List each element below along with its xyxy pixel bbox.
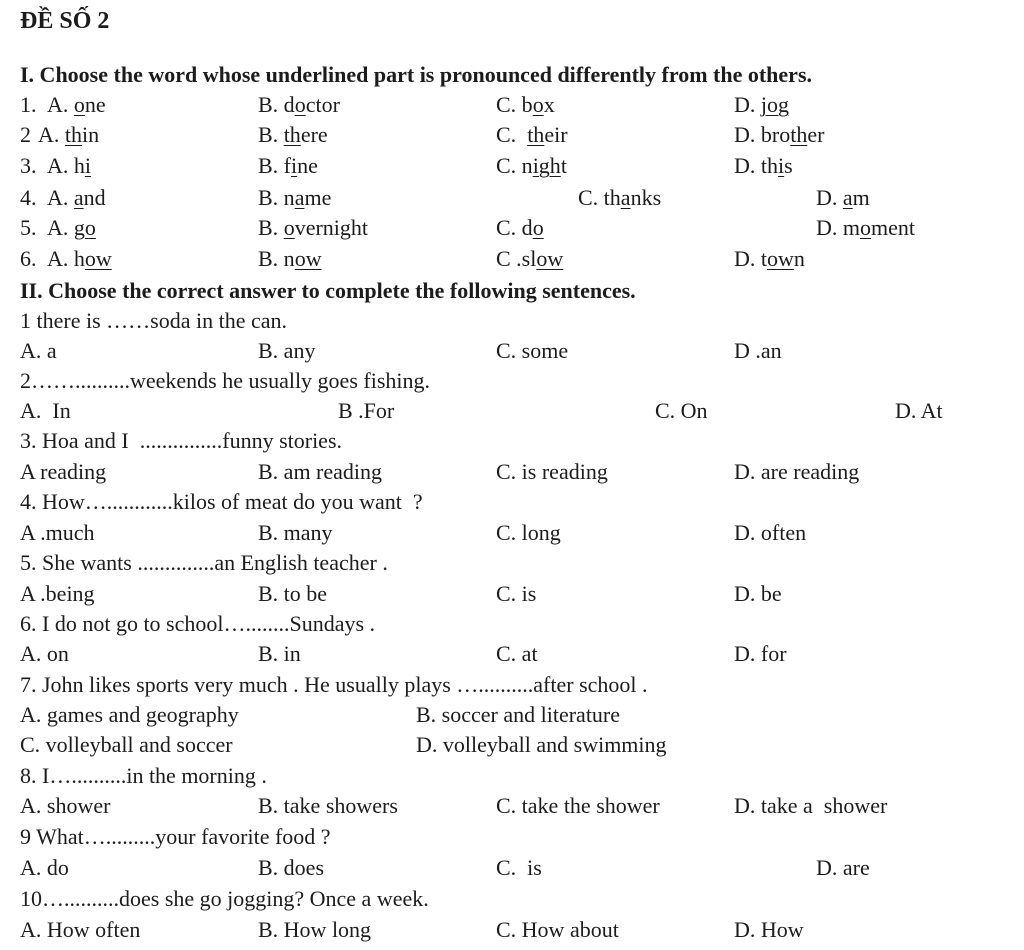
p1-q6-option-d: D. town [734, 246, 805, 271]
p2-q5-text: 5. She wants ..............an English teacher . [20, 550, 388, 575]
p1-q3-number: 3. [20, 153, 37, 178]
p2-q10-option-c: C. How about [496, 917, 619, 942]
p2-q4-text: 4. How…............kilos of meat do you want ? [20, 489, 423, 514]
p1-q6-option-a: A. how [47, 246, 112, 271]
p1-q3-option-b: B. fine [258, 153, 318, 178]
p1-q2-option-d: D. brother [734, 122, 825, 147]
p2-q8-option-b: B. take showers [258, 793, 398, 818]
p2-q3-option-d: D. are reading [734, 459, 860, 484]
p2-q5-option-d: D. be [734, 581, 782, 606]
p2-q9-option-b: B. does [258, 855, 324, 880]
p1-q4-option-b: B. name [258, 185, 332, 210]
p2-q9-text: 9 What….........your favorite food ? [20, 824, 331, 849]
p2-q4-option-c: C. long [496, 520, 561, 545]
p2-q6-option-a: A. on [20, 641, 69, 666]
p1-q6-option-c: C .slow [496, 246, 564, 271]
p2-q7-text: 7. John likes sports very much . He usually plays …..........after school . [20, 672, 648, 697]
p2-q3-option-c: C. is reading [496, 459, 608, 484]
p1-q6-number: 6. [20, 246, 37, 271]
p2-q2-option-a: A. In [20, 398, 71, 423]
p2-q1-option-d: D .an [734, 338, 782, 363]
p2-q6-option-b: B. in [258, 641, 301, 666]
p1-q5-number: 5. [20, 215, 37, 240]
p2-q1-option-b: B. any [258, 338, 316, 363]
p1-q4-option-a: A. and [47, 185, 106, 210]
p2-q10-option-d: D. How [734, 917, 804, 942]
p1-q3-option-a: A. hi [47, 153, 92, 178]
p2-q8-text: 8. I…..........in the morning . [20, 763, 267, 788]
p2-q2-option-d: D. At [895, 398, 943, 423]
p2-q6-option-c: C. at [496, 641, 538, 666]
p2-q9-option-d: D. are [816, 855, 870, 880]
p2-q2-text: 2……..........weekends he usually goes fishing. [20, 368, 430, 393]
p1-q1-option-c: C. box [496, 92, 555, 117]
p1-q3-option-d: D. this [734, 153, 793, 178]
p1-q2-option-b: B. there [258, 122, 328, 147]
p1-q2-option-a: A. thin [38, 122, 100, 147]
p2-q2-option-b: B .For [338, 398, 395, 423]
p2-q1-option-c: C. some [496, 338, 569, 363]
p2-q5-option-c: C. is [496, 581, 537, 606]
p2-q1-option-a: A. a [20, 338, 57, 363]
p2-q8-option-a: A. shower [20, 793, 111, 818]
p1-q2-number: 2 [20, 122, 31, 147]
p1-q5-option-b: B. overnight [258, 215, 369, 240]
p2-q1-text: 1 there is ……soda in the can. [20, 308, 287, 333]
p2-q4-option-d: D. often [734, 520, 807, 545]
p2-q3-option-a: A reading [20, 459, 107, 484]
p2-q9-option-c: C. is [496, 855, 542, 880]
p1-q2-option-c: C. their [496, 122, 568, 147]
p2-q7-option-b: B. soccer and literature [416, 702, 621, 727]
p2-q5-option-b: B. to be [258, 581, 328, 606]
p1-q5-option-a: A. go [47, 215, 96, 240]
p2-q10-option-a: A. How often [20, 917, 141, 942]
p2-q3-option-b: B. am reading [258, 459, 383, 484]
p2-q3-text: 3. Hoa and I ...............funny stories. [20, 428, 343, 453]
p1-q4-option-c: C. thanks [578, 185, 662, 210]
p2-q9-option-a: A. do [20, 855, 69, 880]
p2-q7-option-c: C. volleyball and soccer [20, 732, 233, 757]
p1-q3-option-c: C. night [496, 153, 567, 178]
p1-q1-option-d: D. jog [734, 92, 790, 117]
p2-q10-option-b: B. How long [258, 917, 372, 942]
p1-q4-number: 4. [20, 185, 37, 210]
p1-q1-option-a: A. one [47, 92, 106, 117]
part1-heading: I. Choose the word whose underlined part is pronounced differently from the others. [20, 62, 813, 87]
p2-q8-option-c: C. take the shower [496, 793, 660, 818]
p1-q6-option-b: B. now [258, 246, 322, 271]
p1-q1-number: 1. [20, 92, 37, 117]
p2-q6-text: 6. I do not go to school…........Sundays . [20, 611, 376, 636]
p2-q5-option-a: A .being [20, 581, 95, 606]
p1-q1-option-b: B. doctor [258, 92, 340, 117]
p2-q7-option-d: D. volleyball and swimming [416, 732, 667, 757]
exam-title: ĐỀ SỐ 2 [20, 8, 110, 34]
p2-q4-option-b: B. many [258, 520, 333, 545]
p1-q5-option-c: C. do [496, 215, 544, 240]
p1-q4-option-d: D. am [816, 185, 870, 210]
p1-q5-option-d: D. moment [816, 215, 915, 240]
p2-q2-option-c: C. On [655, 398, 708, 423]
part2-heading: II. Choose the correct answer to complete the following sentences. [20, 278, 636, 303]
p2-q4-option-a: A .much [20, 520, 95, 545]
p2-q8-option-d: D. take a shower [734, 793, 888, 818]
p2-q10-text: 10…..........does she go jogging? Once a week. [20, 886, 429, 911]
p2-q6-option-d: D. for [734, 641, 787, 666]
p2-q7-option-a: A. games and geography [20, 702, 239, 727]
